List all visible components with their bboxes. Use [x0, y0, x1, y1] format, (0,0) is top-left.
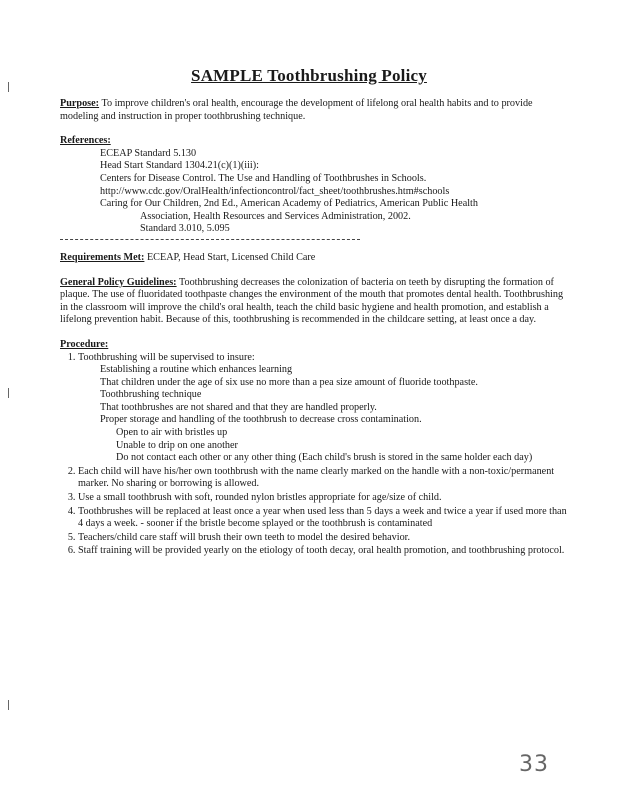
requirements-text: ECEAP, Head Start, Licensed Child Care [146, 251, 316, 263]
procedure-step: 2. Each child will have his/her own toothbrush with the name clearly marked on the handle with a non-toxic/permanent marker. No sharing or borrowing is allowed. [78, 466, 570, 491]
procedure-subsubstep: Unable to drip on one another [116, 439, 238, 451]
reference-item: Caring for Our Children, 2nd Ed., American Academy of Pediatrics, American Public Health [100, 198, 478, 210]
procedure-step: 4. Toothbrushes will be replaced at least once a year when used less than 5 days a week and twice a year if used more than 4 days a week. - sooner if the bristle become splayed or the toothbrush is contaminated [78, 506, 570, 531]
procedure-label: Procedure: [60, 338, 109, 350]
procedure-substep: Establishing a routine which enhances learning [100, 364, 293, 376]
reference-item: Centers for Disease Control. The Use and Handling of Toothbrushes in Schools. [100, 172, 427, 184]
procedure-substep: Toothbrushing technique [100, 389, 202, 401]
purpose-text: To improve children's oral health, encourage the development of lifelong oral health habits and to provide modeling and instruction in proper toothbrushing technique. [60, 98, 533, 122]
requirements-section [60, 252, 570, 265]
procedure-step: 3. Use a small toothbrush with soft, rounded nylon bristles appropriate for age/size of child. [78, 492, 570, 505]
procedure-substep: That toothbrushes are not shared and that they are handled properly. [100, 401, 377, 413]
procedure-substep: That children under the age of six use no more than a pea size amount of fluoride toothpaste. [100, 376, 478, 388]
procedure-step: 6. Staff training will be provided yearly on the etiology of tooth decay, oral health promotion, and toothbrushing protocol. [78, 545, 570, 558]
procedure-step: 5. Teachers/child care staff will brush their own teeth to model the desired behavior. [78, 532, 570, 545]
purpose-section [60, 98, 570, 123]
references-section [60, 135, 570, 240]
references-label: References: [60, 135, 111, 147]
purpose-label: Purpose: [60, 98, 100, 109]
procedure-substep: Proper storage and handling of the toothbrush to decrease cross contamination. [100, 414, 422, 426]
procedure-subsubstep: Do not contact each other or any other thing (Each child's brush is stored in the same holder each day) [116, 452, 533, 464]
divider [60, 239, 360, 240]
reference-continuation: Standard 3.010, 5.095 [140, 223, 230, 235]
procedure-step [78, 352, 570, 465]
guidelines-text: Toothbrushing decreases the colonization of bacteria on teeth by disrupting the formation of plaque. The use of fluoridated toothpaste changes the environment of the mouth that promotes dental health. Toothbrushing in the classroom will improve the child's oral health, teach the child basic hygiene and health promotion, and establish a lifelong prevention habit. Because of this, toothbrushing is recommended in the childcare setting, at least once a day. [60, 276, 564, 326]
reference-item: ECEAP Standard 5.130 [100, 147, 197, 159]
procedure-subsubstep: Open to air with bristles up [116, 427, 228, 439]
page-number: 33 [519, 752, 549, 777]
guidelines-label: General Policy Guidelines: [60, 276, 177, 288]
reference-link[interactable]: http://www.cdc.gov/OralHealth/infectioncontrol/fact_sheet/toothbrushes.htm#schools [100, 185, 450, 197]
procedure-list [60, 352, 570, 559]
guidelines-section [60, 277, 570, 327]
procedure-section [60, 339, 570, 558]
document-body [60, 98, 570, 570]
punch-hole-mark [8, 388, 12, 398]
requirements-label: Requirements Met: [60, 251, 145, 263]
reference-continuation: Association, Health Resources and Services Administration, 2002. [140, 210, 411, 222]
procedure-step-text: Toothbrushing will be supervised to insure: [78, 351, 255, 363]
document-title: SAMPLE Toothbrushing Policy [191, 66, 427, 85]
punch-hole-mark [8, 700, 12, 710]
reference-item: Head Start Standard 1304.21(c)(1)(iii): [100, 160, 259, 172]
